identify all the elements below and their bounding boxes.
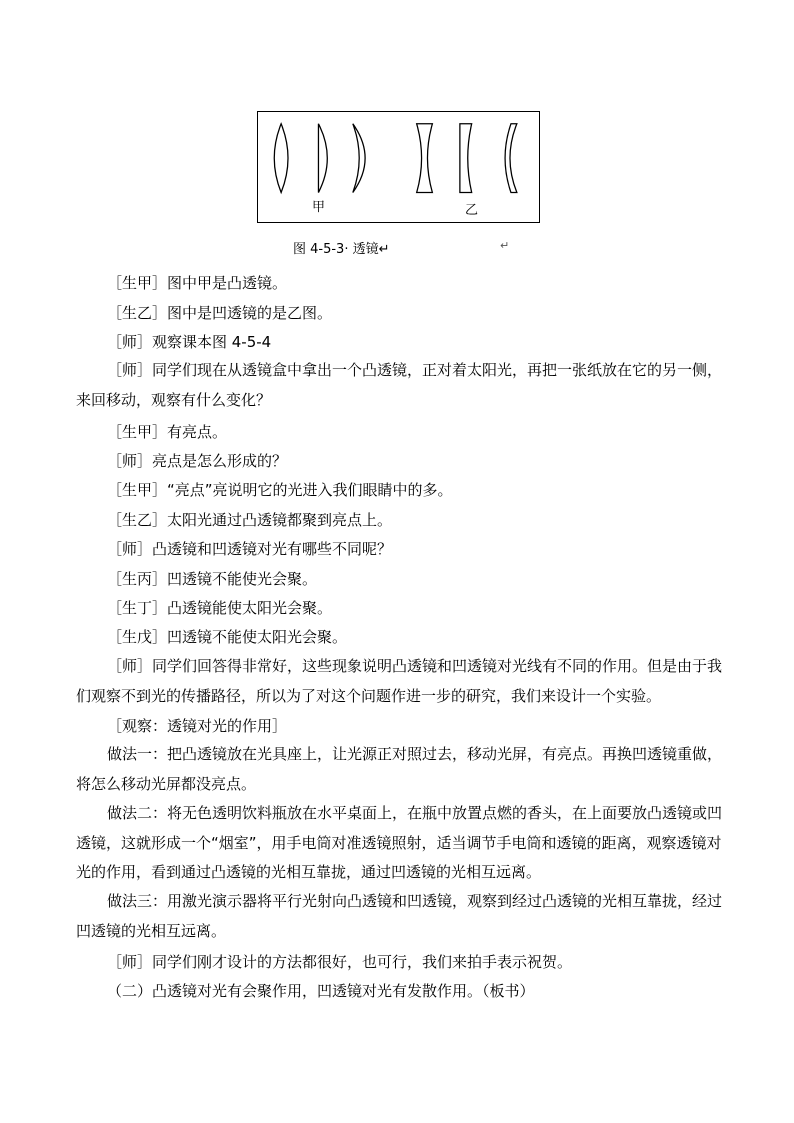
paragraph: ［生戊］凹透镜不能使太阳光会聚。 — [107, 628, 348, 646]
paragraph: ［师］同学们现在从透镜盒中拿出一个凸透镜，正对着太阳光，再把一张纸放在它的另一侧，来回移动，观察有什么变化？ — [76, 361, 723, 409]
convex-meniscus-lens — [353, 124, 365, 193]
paragraph: ［生丙］凹透镜不能使光会聚。 — [107, 570, 318, 588]
paragraph: ［生丁］凸透镜能使太阳光会聚。 — [107, 599, 333, 617]
paragraph: 做法三：用激光演示器将平行光射向凸透镜和凹透镜，观察到经过凸透镜的光相互靠拢，经过凹透镜的光相互远离。 — [76, 892, 723, 940]
figure-caption-text: 图 4-5-3· 透镜↵ — [293, 242, 390, 257]
paragraph: 做法一：把凸透镜放在光具座上，让光源正对照过去，移动光屏，有亮点。再换凹透镜重做，将怎么移动光屏都没亮点。 — [76, 745, 723, 793]
paragraph: （二）凸透镜对光有会聚作用，凹透镜对光有发散作用。（板书） — [107, 982, 535, 1000]
paragraph: ［师］同学们刚才设计的方法都很好，也可行，我们来拍手表示祝贺。 — [107, 953, 573, 971]
paragraph: ［师］凸透镜和凹透镜对光有哪些不同呢？ — [107, 540, 393, 558]
plano-convex-lens — [318, 124, 327, 193]
lens-diagram — [258, 112, 539, 222]
paragraph: ［师］观察课本图 4-5-4 — [107, 333, 272, 351]
plano-concave-lens — [460, 124, 472, 193]
biconcave-lens — [417, 124, 433, 193]
paragraph: ［生甲］图中甲是凸透镜。 — [107, 274, 288, 292]
paragraph: ［生甲］有亮点。 — [107, 423, 228, 441]
paragraph: ［生乙］太阳光通过凸透镜都聚到亮点上。 — [107, 511, 393, 529]
figure-caption — [293, 238, 533, 256]
paragraph-mark: ↵ — [500, 239, 510, 252]
paragraph: 做法二：将无色透明饮料瓶放在水平桌面上，在瓶中放置点燃的香头，在上面要放凸透镜或凹透镜，这就形成一个“烟室”，用手电筒对准透镜照射，适当调节手电筒和透镜的距离，观察透镜对光的作用，看到通过凸透镜的光相互靠拢，通过凹透镜的光相互远离。 — [76, 804, 723, 881]
paragraph: ［观察：透镜对光的作用］ — [107, 717, 288, 735]
figure-label-jia: 甲 — [312, 200, 326, 215]
paragraph: ［生乙］图中是凹透镜的是乙图。 — [107, 304, 333, 322]
biconvex-lens — [274, 124, 288, 193]
paragraph: ［生甲］“亮点”亮说明它的光进入我们眼睛中的多。 — [107, 481, 453, 499]
figure-label-yi: 乙 — [465, 203, 479, 218]
lens-figure — [257, 111, 540, 223]
paragraph: ［师］同学们回答得非常好，这些现象说明凸透镜和凹透镜对光线有不同的作用。但是由于我们观察不到光的传播路径，所以为了对这个问题作进一步的研究，我们来设计一个实验。 — [76, 657, 723, 705]
concave-meniscus-lens — [505, 124, 517, 193]
paragraph: ［师］亮点是怎么形成的？ — [107, 452, 288, 470]
